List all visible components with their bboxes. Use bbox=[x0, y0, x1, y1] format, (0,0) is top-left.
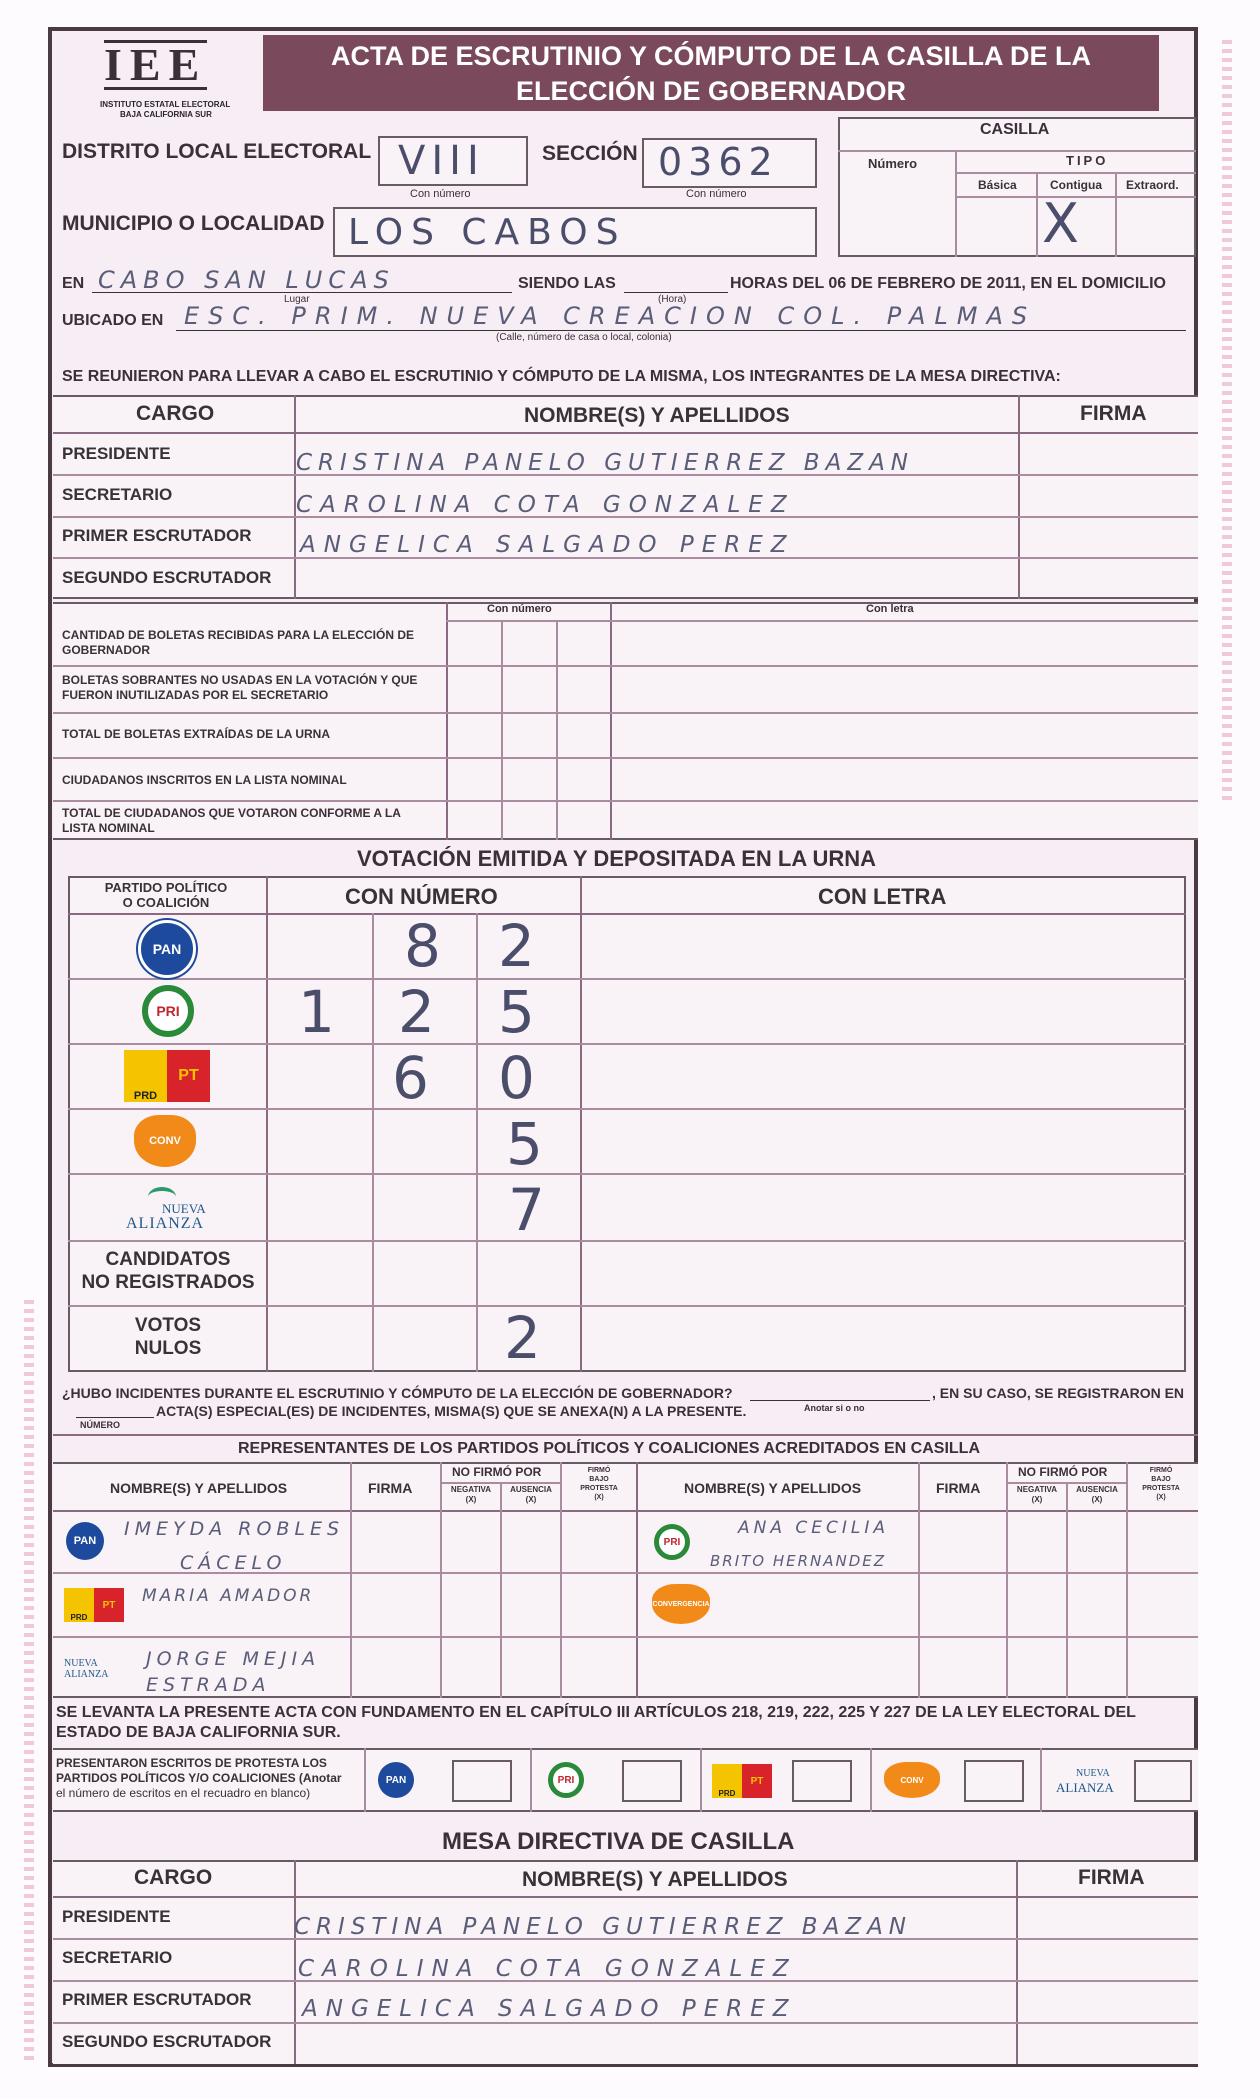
nueva-alianza-logo bbox=[122, 1185, 222, 1235]
rep-nofirmo-rule-l bbox=[440, 1482, 560, 1484]
vot-col-4 bbox=[580, 876, 582, 1372]
protesta-col-3 bbox=[870, 1748, 872, 1812]
vot-pan-d3[interactable]: 2 bbox=[498, 912, 535, 980]
mesa1-cargo-secretario: SECRETARIO bbox=[62, 485, 173, 504]
mesa1-nombre-secretario[interactable]: CAROLINA COTA GONZALEZ bbox=[296, 492, 795, 518]
protesta-col-0 bbox=[364, 1748, 366, 1812]
pan-logo: PAN bbox=[138, 920, 196, 978]
boletas-row-2: BOLETAS SOBRANTES NO USADAS EN LA VOTACIÓN Y QUE FUERON INUTILIZADAS POR EL SECRETARIO bbox=[62, 673, 418, 702]
boletas-rule-2 bbox=[53, 712, 1198, 714]
incidentes-line-1: ¿HUBO INCIDENTES DURANTE EL ESCRUTINIO Y CÓMPUTO DE LA ELECCIÓN DE GOBERNADOR? bbox=[62, 1385, 733, 1401]
vot-rule-3 bbox=[68, 1108, 1186, 1110]
boletas-con-numero: Con número bbox=[487, 603, 552, 615]
mesa2-col-2 bbox=[1016, 1860, 1018, 2064]
mesa2-nombre-head: NOMBRE(S) Y APELLIDOS bbox=[522, 1868, 788, 1891]
vot-pri-d3[interactable]: 5 bbox=[498, 978, 535, 1046]
vot-rule-1 bbox=[68, 978, 1186, 980]
rep-nofirmo-head-r: NO FIRMÓ POR bbox=[1018, 1465, 1108, 1479]
casilla-rule-v2 bbox=[1036, 172, 1038, 257]
rep-pri-logo: PRI bbox=[654, 1524, 690, 1560]
vot-prd-d2[interactable]: 6 bbox=[392, 1044, 429, 1112]
rep-nombre-head-r: NOMBRE(S) Y APELLIDOS bbox=[684, 1480, 862, 1496]
rep-nombre-head-l: NOMBRE(S) Y APELLIDOS bbox=[110, 1480, 288, 1496]
hora-sub: (Hora) bbox=[658, 294, 687, 305]
nueva-text: NUEVA bbox=[162, 1201, 206, 1216]
vot-con-numero-head: CON NÚMERO bbox=[345, 884, 498, 909]
casilla-contigua-mark[interactable]: X bbox=[1042, 192, 1079, 255]
distrito-label: DISTRITO LOCAL ELECTORAL bbox=[62, 140, 372, 163]
mesa2-title: MESA DIRECTIVA DE CASILLA bbox=[442, 1828, 795, 1855]
vot-rule-5 bbox=[68, 1240, 1186, 1242]
protesta-prd-box[interactable] bbox=[792, 1760, 852, 1802]
convergencia-logo: CONV bbox=[134, 1115, 196, 1167]
protesta-conv-box[interactable] bbox=[964, 1760, 1024, 1802]
rep-col-3 bbox=[500, 1482, 502, 1698]
casilla-tipo: TIPO bbox=[1066, 153, 1109, 168]
rep-negativa-r: NEGATIVA (X) bbox=[1016, 1485, 1058, 1504]
protesta-pan-logo: PAN bbox=[378, 1762, 414, 1798]
mesa2-cargo-head: CARGO bbox=[134, 1866, 213, 1889]
hora-line bbox=[624, 292, 728, 293]
fundamento-2: ESTADO DE BAJA CALIFORNIA SUR. bbox=[56, 1724, 341, 1741]
boletas-con-letra: Con letra bbox=[866, 603, 914, 615]
rep-l3-n2[interactable]: ESTRADA bbox=[146, 1674, 271, 1696]
horas-text: HORAS DEL 06 DE FEBRERO DE 2011, EN EL DOMICILIO bbox=[730, 275, 1166, 292]
rep-rule-2 bbox=[53, 1636, 1198, 1638]
boletas-col-2 bbox=[501, 620, 503, 840]
vot-col-1 bbox=[266, 876, 268, 1372]
boletas-col-3 bbox=[556, 620, 558, 840]
boletas-col-1 bbox=[446, 602, 448, 840]
boletas-row-1: CANTIDAD DE BOLETAS RECIBIDAS PARA LA ELECCIÓN DE GOBERNADOR bbox=[62, 628, 415, 657]
casilla-contigua: Contigua bbox=[1050, 178, 1102, 192]
mesa1-cargo-presidente: PRESIDENTE bbox=[62, 444, 171, 463]
mesa2-firma-head: FIRMA bbox=[1078, 1866, 1145, 1889]
rep-r1-n2[interactable]: BRITO HERNANDEZ bbox=[710, 1552, 887, 1570]
casilla-numero: Número bbox=[868, 156, 918, 171]
protesta-col-1 bbox=[530, 1748, 532, 1812]
rep-firmo-l: FIRMÓ BAJO PROTESTA (X) bbox=[580, 1467, 618, 1501]
prd-pt-logo bbox=[124, 1050, 210, 1102]
pri-logo bbox=[128, 985, 208, 1037]
incidentes-numero: NÚMERO bbox=[80, 1420, 120, 1430]
protesta-text: PRESENTARON ESCRITOS DE PROTESTA LOS PARTIDOS POLÍTICOS Y/O COALICIONES (Anotar el número de escritos en el recuadro en blanco) bbox=[56, 1756, 342, 1800]
protesta-prd-logo bbox=[712, 1764, 772, 1798]
boletas-row-3: TOTAL DE BOLETAS EXTRAÍDAS DE LA URNA bbox=[62, 727, 331, 741]
protesta-prd-square: PRD bbox=[712, 1764, 742, 1798]
en-label: EN bbox=[62, 275, 85, 292]
lugar-sub: Lugar bbox=[284, 294, 310, 305]
mesa2-nombre-presidente[interactable]: CRISTINA PANELO GUTIERREZ BAZAN bbox=[294, 1914, 913, 1940]
rep-pt-square: PT bbox=[94, 1588, 124, 1622]
vot-nulos-d3[interactable]: 2 bbox=[504, 1304, 541, 1372]
rep-nofirmo-rule-r bbox=[1006, 1482, 1126, 1484]
protesta-alianza: ALIANZA bbox=[1056, 1780, 1114, 1795]
rep-head-rule bbox=[53, 1510, 1198, 1512]
rep-nofirmo-head-l: NO FIRMÓ POR bbox=[452, 1465, 542, 1479]
rep-l1-n1[interactable]: IMEYDA ROBLES bbox=[124, 1518, 345, 1540]
casilla-extraord: Extraord. bbox=[1126, 178, 1179, 192]
vot-pri-d2[interactable]: 2 bbox=[398, 978, 435, 1046]
side-edge-right bbox=[1222, 40, 1232, 800]
side-edge-left bbox=[24, 1300, 34, 2060]
votacion-title: VOTACIÓN EMITIDA Y DEPOSITADA EN LA URNA bbox=[357, 846, 877, 871]
vot-conv-d3[interactable]: 5 bbox=[506, 1110, 543, 1178]
distrito-sub: Con número bbox=[410, 188, 471, 200]
incidentes-line-1b: , EN SU CASO, SE REGISTRARON EN bbox=[932, 1385, 1185, 1401]
rep-col-1 bbox=[350, 1462, 352, 1698]
protesta-col-2 bbox=[700, 1748, 702, 1812]
rep-na-logo-text: NUEVA ALIANZA bbox=[64, 1658, 109, 1680]
municipio-label: MUNICIPIO O LOCALIDAD bbox=[62, 212, 325, 235]
mesa1-nombre-primer[interactable]: ANGELICA SALGADO PEREZ bbox=[300, 532, 795, 558]
boletas-row-4: CIUDADANOS INSCRITOS EN LA LISTA NOMINAL bbox=[62, 773, 347, 787]
prd-logo-square: PRD bbox=[124, 1050, 167, 1102]
rep-firma-head-r: FIRMA bbox=[936, 1480, 981, 1496]
incidentes-answer-line bbox=[750, 1400, 930, 1401]
rep-r1-n1[interactable]: ANA CECILIA bbox=[738, 1518, 889, 1538]
rep-ausencia-r: AUSENCIA (X) bbox=[1076, 1485, 1118, 1504]
boletas-row-5: TOTAL DE CIUDADANOS QUE VOTARON CONFORME A LA LISTA NOMINAL bbox=[62, 806, 401, 835]
rep-prd-logo bbox=[64, 1588, 124, 1622]
rep-l3-n1[interactable]: JORGE MEJIA bbox=[146, 1648, 321, 1670]
mesa2-cargo-presidente: PRESIDENTE bbox=[62, 1907, 171, 1926]
incidentes-anotar: Anotar si o no bbox=[804, 1403, 865, 1413]
lugar-value[interactable]: CABO SAN LUCAS bbox=[98, 266, 395, 294]
seccion-label: SECCIÓN bbox=[542, 142, 638, 165]
rep-l2-n1[interactable]: MARIA AMADOR bbox=[142, 1586, 315, 1606]
rep-firma-head-l: FIRMA bbox=[368, 1480, 413, 1496]
mesa1-cargo-primer: PRIMER ESCRUTADOR bbox=[62, 526, 252, 545]
vot-pri-d1[interactable]: 1 bbox=[298, 978, 335, 1046]
vot-na-d3[interactable]: 7 bbox=[508, 1176, 545, 1244]
rep-firmo-r: FIRMÓ BAJO PROTESTA (X) bbox=[1142, 1467, 1180, 1501]
mesa2-nombre-primer[interactable]: ANGELICA SALGADO PEREZ bbox=[302, 1996, 797, 2022]
vot-pan-d2[interactable]: 8 bbox=[404, 912, 441, 980]
boletas-col-4 bbox=[610, 602, 612, 840]
reunion-text: SE REUNIERON PARA LLEVAR A CABO EL ESCRUTINIO Y CÓMPUTO DE LA MISMA, LOS INTEGRANTES DE LA MESA DIRECTIVA: bbox=[62, 368, 1061, 385]
protesta-pan-box[interactable] bbox=[452, 1760, 512, 1802]
rep-prd-square: PRD bbox=[64, 1588, 94, 1622]
distrito-value: VIII bbox=[398, 138, 485, 184]
protesta-conv-logo: CONV bbox=[884, 1762, 940, 1798]
rep-na-logo bbox=[64, 1644, 134, 1684]
no-registrados-label: CANDIDATOS NO REGISTRADOS bbox=[81, 1249, 255, 1293]
siendo-label: SIENDO LAS bbox=[518, 275, 616, 292]
rep-negativa-l: NEGATIVA (X) bbox=[450, 1485, 492, 1504]
casilla-rule-1 bbox=[838, 150, 1196, 152]
mesa1-cargo-segundo: SEGUNDO ESCRUTADOR bbox=[62, 568, 272, 587]
ubicado-label: UBICADO EN bbox=[62, 312, 164, 329]
mesa2-head-rule bbox=[53, 1896, 1198, 1898]
casilla-basica: Básica bbox=[978, 178, 1017, 192]
vot-rule-2 bbox=[68, 1043, 1186, 1045]
title-banner bbox=[263, 35, 1159, 111]
mesa1-nombre-head: NOMBRE(S) Y APELLIDOS bbox=[524, 404, 790, 427]
protesta-nueva: NUEVA bbox=[1076, 1768, 1110, 1779]
incidentes-number-line bbox=[76, 1417, 154, 1418]
rep-ausencia-l: AUSENCIA (X) bbox=[510, 1485, 552, 1504]
alianza-text: ALIANZA bbox=[126, 1215, 205, 1232]
logo-sub-1: INSTITUTO ESTATAL ELECTORAL bbox=[100, 100, 231, 109]
mesa1-head-rule bbox=[53, 432, 1198, 434]
protesta-pri-box[interactable] bbox=[622, 1760, 682, 1802]
title-line-2: ELECCIÓN DE GOBERNADOR bbox=[515, 76, 907, 106]
rep-l1-n2[interactable]: CÁCELO bbox=[180, 1552, 287, 1574]
vot-con-letra-head: CON LETRA bbox=[818, 884, 947, 909]
mesa1-col-2 bbox=[1018, 395, 1020, 599]
seccion-value: 0362 bbox=[658, 140, 779, 184]
vot-partido-head: PARTIDO POLÍTICO O COALICIÓN bbox=[104, 880, 228, 910]
rep-col-5 bbox=[918, 1462, 920, 1698]
mesa2-rule-3 bbox=[53, 2022, 1198, 2024]
rep-col-7 bbox=[1066, 1482, 1068, 1698]
title-line-1: ACTA DE ESCRUTINIO Y CÓMPUTO DE LA CASILLA DE LA bbox=[330, 41, 1092, 71]
casilla-rule-2 bbox=[955, 172, 1196, 174]
rep-title: REPRESENTANTES DE LOS PARTIDOS POLÍTICOS Y COALICIONES ACREDITADOS EN CASILLA bbox=[238, 1440, 980, 1457]
vot-rule-4 bbox=[68, 1173, 1186, 1175]
protesta-col-4 bbox=[1040, 1748, 1042, 1812]
protesta-na-box[interactable] bbox=[1134, 1760, 1192, 1802]
rep-conv-logo: CONVERGENCIA bbox=[652, 1584, 710, 1624]
vot-col-2 bbox=[372, 913, 374, 1372]
protesta-pri-logo: PRI bbox=[548, 1762, 584, 1798]
mesa2-cargo-primer: PRIMER ESCRUTADOR bbox=[62, 1990, 252, 2009]
vot-col-3 bbox=[476, 913, 478, 1372]
seccion-sub: Con número bbox=[686, 188, 747, 200]
logo-sub-2: BAJA CALIFORNIA SUR bbox=[120, 110, 212, 119]
incidentes-line-2: ACTA(S) ESPECIAL(ES) DE INCIDENTES, MISMA(S) QUE SE ANEXA(N) A LA PRESENTE. bbox=[156, 1403, 747, 1419]
mesa1-cargo-head: CARGO bbox=[136, 402, 215, 425]
boletas-rule-4 bbox=[53, 800, 1198, 802]
protesta-na-logo bbox=[1054, 1764, 1120, 1798]
iee-logo bbox=[92, 40, 262, 122]
mesa2-nombre-secretario[interactable]: CAROLINA COTA GONZALEZ bbox=[298, 1956, 797, 1982]
rep-col-mid bbox=[636, 1462, 638, 1698]
mesa2-cargo-secretario: SECRETARIO bbox=[62, 1948, 173, 1967]
domicilio-value[interactable]: ESC. PRIM. NUEVA CREACION COL. PALMAS bbox=[184, 302, 1037, 330]
boletas-rule-3 bbox=[53, 757, 1198, 759]
rep-top-rule bbox=[53, 1434, 1198, 1436]
casilla-rule-v1 bbox=[955, 150, 957, 257]
vot-prd-d3[interactable]: 0 bbox=[498, 1044, 535, 1112]
votos-nulos-label: VOTOS NULOS bbox=[134, 1315, 202, 1359]
pri-logo-circle: PRI bbox=[142, 985, 194, 1037]
domicilio-line bbox=[176, 330, 1186, 331]
protesta-pt-square: PT bbox=[742, 1764, 772, 1798]
pt-logo-square: PT bbox=[167, 1050, 210, 1102]
logo-text: IEE bbox=[104, 39, 208, 90]
mesa1-nombre-presidente[interactable]: CRISTINA PANELO GUTIERREZ BAZAN bbox=[296, 450, 915, 476]
vot-rule-6 bbox=[68, 1305, 1186, 1307]
mesa1-firma-head: FIRMA bbox=[1080, 402, 1147, 425]
boletas-head-rule bbox=[446, 620, 1198, 622]
vot-head-rule bbox=[68, 913, 1186, 915]
boletas-rule-1 bbox=[53, 665, 1198, 667]
domicilio-sub: (Calle, número de casa o local, colonia) bbox=[496, 332, 672, 343]
rep-pan-logo: PAN bbox=[66, 1522, 104, 1560]
casilla-title: CASILLA bbox=[980, 121, 1050, 138]
municipio-value: LOS CABOS bbox=[348, 212, 627, 253]
casilla-rule-v3 bbox=[1115, 172, 1117, 257]
mesa2-cargo-segundo: SEGUNDO ESCRUTADOR bbox=[62, 2032, 272, 2051]
mesa2-col-1 bbox=[294, 1860, 296, 2064]
fundamento-1: SE LEVANTA LA PRESENTE ACTA CON FUNDAMENTO EN EL CAPÍTULO III ARTÍCULOS 218, 219, 222, 225 Y 227 DE LA LEY ELECTORAL DEL bbox=[56, 1704, 1136, 1721]
votacion-table bbox=[68, 876, 1186, 1372]
